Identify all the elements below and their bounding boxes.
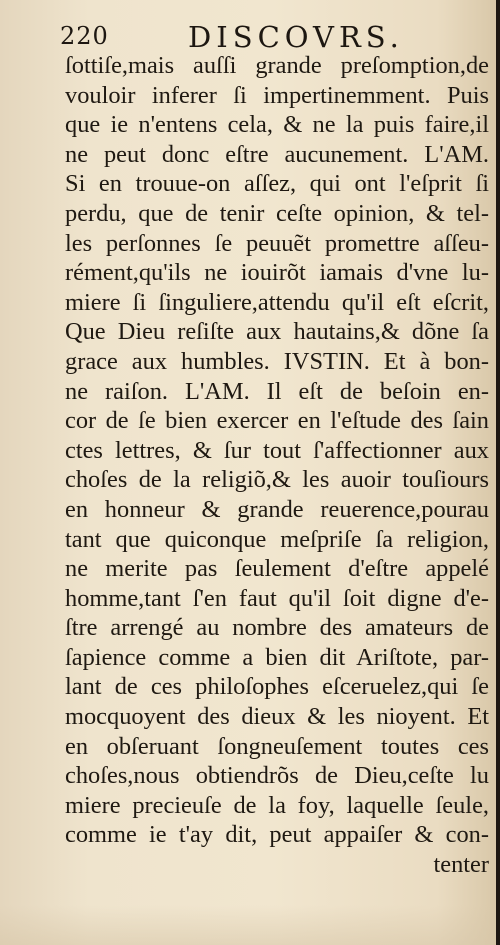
body-text (65, 51, 489, 880)
text-line: choſes de la religiõ,& les auoir touſiours (65, 466, 489, 494)
text-line: grace aux humbles. IVSTIN. Et à bon- (65, 347, 489, 375)
page-bottom-shade (0, 905, 496, 945)
text-line: vouloir inferer ſi impertinemment. Puis (65, 81, 489, 109)
text-line: choſes,nous obtiendrõs de Dieu,ceſte lu (65, 762, 489, 790)
text-line: ne merite pas ſeulement d'eſtre appelé (65, 555, 489, 583)
text-line: ſottiſe,mais auſſi grande preſomption,de (65, 52, 489, 79)
text-line: comme ie t'ay dit, peut appaiſer & con- (65, 821, 489, 849)
book-spine (496, 0, 500, 945)
catchword: tenter (433, 851, 489, 879)
text-line: lant de ces philoſophes eſceruelez,qui ſe (65, 673, 489, 701)
text-line: en honneur & grande reuerence,pourau (65, 495, 489, 523)
text-line: tant que quiconque meſpriſe ſa religion, (65, 525, 489, 553)
text-line: perdu, que de tenir ceſte opinion, & tel- (65, 199, 489, 227)
text-line: miere ſi ſinguliere,attendu qu'il eſt eſcrit, (65, 288, 489, 316)
text-line: ctes lettres, & ſur tout ſ'affectionner aux (65, 436, 489, 464)
text-line: miere precieuſe de la foy, laquelle ſeule, (65, 791, 489, 819)
running-head: DISCOVRS. (188, 20, 404, 54)
text-line: ſapience comme a bien dit Ariſtote, par- (65, 643, 489, 671)
text-line: les perſonnes ſe peuuẽt promettre aſſeu- (65, 229, 489, 257)
page-number: 220 (60, 22, 109, 50)
text-line: en obſeruant ſongneuſement toutes ces (65, 732, 489, 760)
text-line: Si en trouue-on aſſez, qui ont l'eſprit ſi (65, 170, 489, 198)
text-line: cor de ſe bien exercer en l'eſtude des ſain (65, 407, 489, 435)
text-line: Que Dieu reſiſte aux hautains,& dõne ſa (65, 318, 489, 346)
text-line: ne raiſon. L'AM. Il eſt de beſoin en- (65, 377, 489, 405)
text-line: homme,tant ſ'en faut qu'il ſoit digne d'e- (65, 584, 489, 612)
text-line: ne peut donc eſtre aucunement. L'AM. (65, 140, 489, 168)
text-line: mocquoyent des dieux & les nioyent. Et (65, 703, 489, 731)
text-line: que ie n'entens cela, & ne la puis faire,il (65, 111, 489, 139)
text-line: rément,qu'ils ne iouirõt iamais d'vne lu- (65, 259, 489, 287)
text-line: ſtre arrengé au nombre des amateurs de (65, 614, 489, 642)
